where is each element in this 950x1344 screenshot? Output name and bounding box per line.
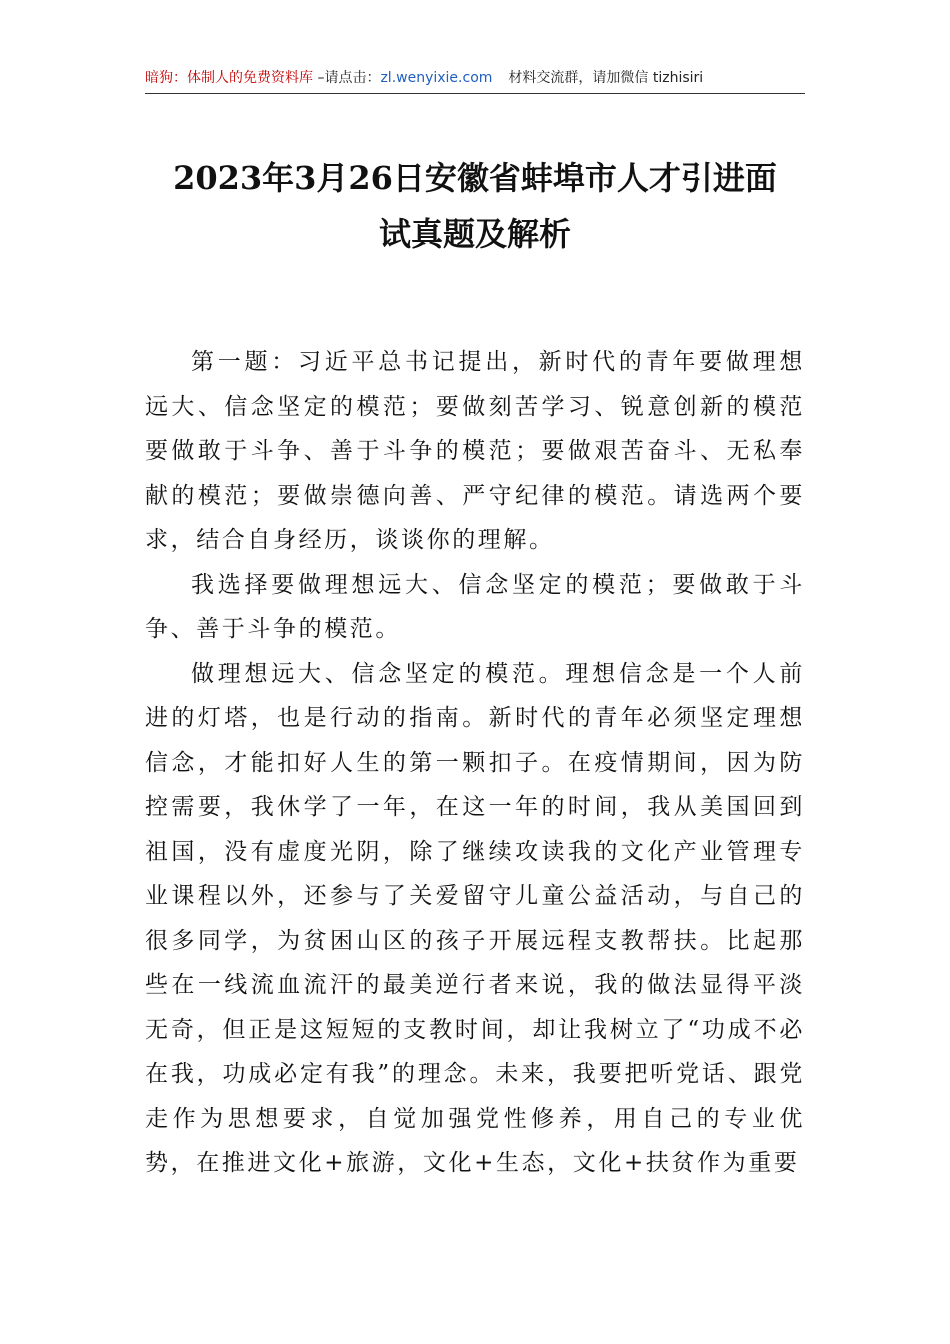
page-header — [145, 66, 805, 90]
header-divider — [145, 93, 805, 94]
paragraph-question-1: 第一题：习近平总书记提出，新时代的青年要做理想远大、信念坚定的模范；要做刻苦学习、锐意创新的模范要做敢于斗争、善于斗争的模范；要做艰苦奋斗、无私奉献的模范；要做崇德向善、严守纪律的模范。请选两个要求，结合自身经历，谈谈你的理解。 — [145, 349, 805, 553]
header-url-link[interactable]: zl.wenyixie.com — [380, 70, 493, 86]
paragraph-choice: 我选择要做理想远大、信念坚定的模范；要做敢于斗争、善于斗争的模范。 — [145, 571, 805, 642]
title-line-2: 试真题及解析 — [378, 215, 571, 253]
header-prompt: –请点击： — [313, 70, 381, 86]
header-wechat-note: 材料交流群，请加微信 tizhisiri — [508, 70, 704, 86]
header-brand: 暗狗：体制人的免费资料库 — [145, 70, 313, 86]
paragraph-answer-1: 做理想远大、信念坚定的模范。理想信念是一个人前进的灯塔，也是行动的指南。新时代的青年必须坚定理想信念，才能扣好人生的第一颗扣子。在疫情期间，因为防控需要，我休学了一年，在这一年的时间，我从美国回到祖国，没有虚度光阴，除了继续攻读我的文化产业管理专业课程以外，还参与了关爱留守儿童公益活动，与自己的很多同学，为贫困山区的孩子开展远程支教帮扶。比起那些在一线流血流汗的最美逆行者来说，我的做法显得平淡无奇，但正是这短短的支教时间，却让我树立了“功成不必在我，功成必定有我”的理念。未来，我要把听党话、跟党走作为思想要求，自觉加强党性修养，用自己的专业优势，在推进文化+旅游，文化+生态，文化+扶贫作为重要 — [145, 660, 805, 1176]
document-body — [145, 340, 805, 1186]
document-title — [120, 150, 830, 262]
title-line-1: 2023年3月26日安徽省蚌埠市人才引进面 — [173, 159, 777, 197]
